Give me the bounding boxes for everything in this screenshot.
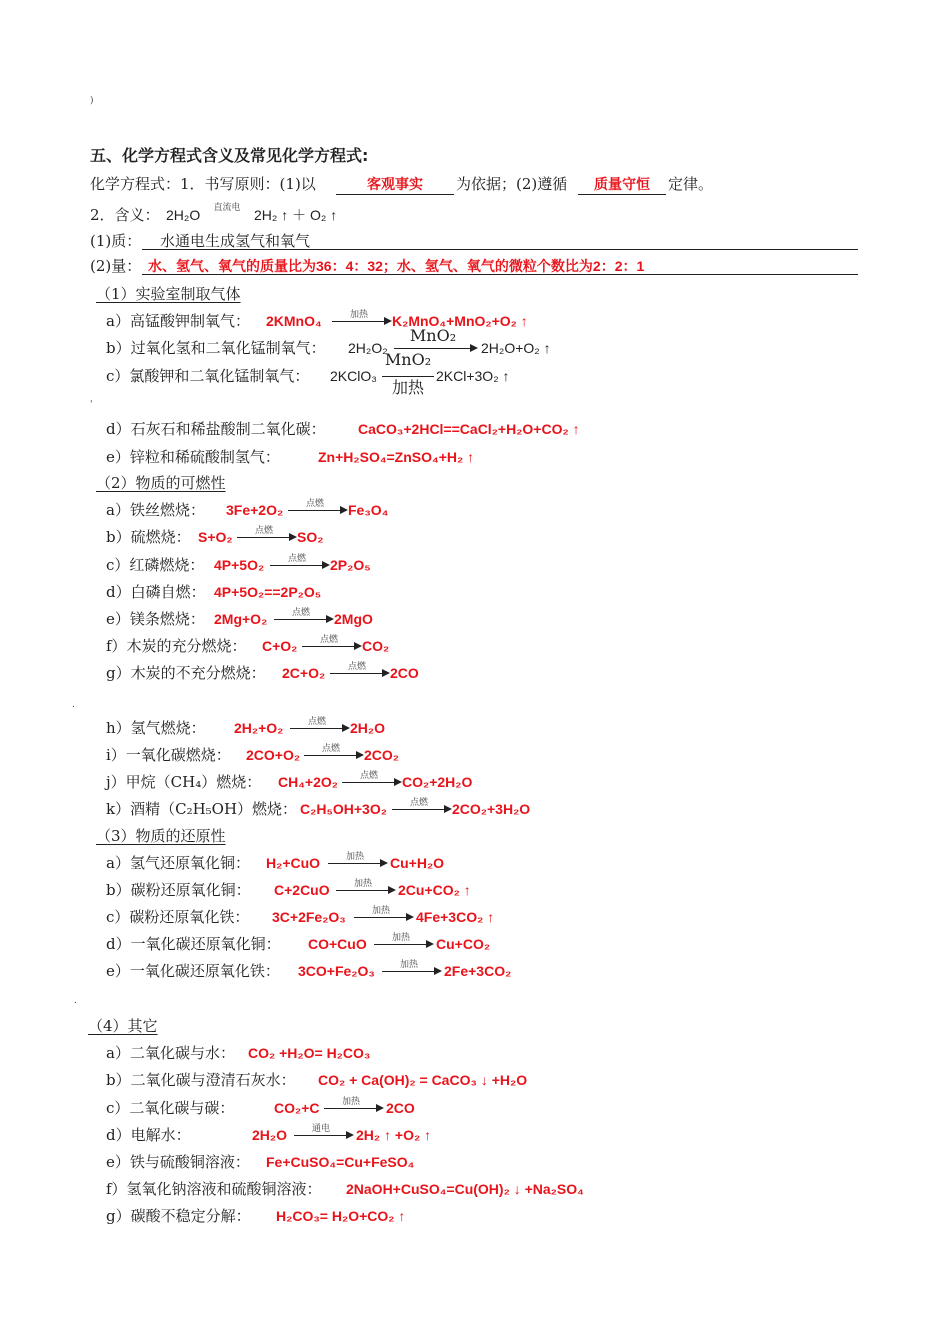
- reaction-arrow: [304, 745, 364, 763]
- arrow-condition: 点燃: [291, 608, 310, 618]
- reaction-arrow: [392, 799, 452, 817]
- meaning-products: 2H₂ ↑ ＋ O₂ ↑: [254, 207, 338, 223]
- principle-prefix: 化学方程式：1．书写原则：(1)以: [90, 175, 316, 193]
- reaction-arrow: [294, 1125, 354, 1143]
- row-lhs: 3Fe+2O₂: [226, 502, 284, 518]
- reaction-arrow: [290, 718, 350, 736]
- row-rhs: Cu+H₂O: [390, 855, 445, 871]
- section-title: 五、化学方程式含义及常见化学方程式:: [90, 146, 369, 165]
- row-equation: H₂CO₃= H₂O+CO₂ ↑: [276, 1208, 406, 1224]
- arrow-condition: 加热: [391, 933, 410, 943]
- row-rhs: 2H₂O: [350, 720, 386, 736]
- quantity-rule: [142, 274, 858, 275]
- row-label: g）木炭的不充分燃烧：: [106, 664, 266, 682]
- stray-mark: ): [90, 96, 94, 106]
- arrow-condition: 加热: [345, 852, 364, 862]
- row-rhs: 2KCl+3O₂ ↑: [436, 368, 510, 384]
- row-lhs: 2CO+O₂: [246, 747, 301, 763]
- row-lhs: C+2CuO: [274, 882, 330, 898]
- row-equation: CaCO₃+2HCl==CaCl₂+H₂O+CO₂ ↑: [358, 421, 580, 437]
- row-rhs: CO₂: [362, 638, 390, 654]
- arrow-condition: 点燃: [305, 499, 324, 509]
- row-rhs: 2CO: [390, 665, 419, 681]
- arrow-condition: 点燃: [347, 662, 366, 672]
- row-lhs: 2KMnO₄: [266, 313, 322, 329]
- reaction-arrow: [324, 1098, 384, 1116]
- row-lhs: 2KClO₃: [330, 368, 377, 384]
- arrow-condition: 加热: [349, 310, 368, 320]
- arrow-condition: MnO₂: [384, 350, 432, 369]
- reaction-arrow: [288, 500, 348, 518]
- row-label: c）二氧化碳与碳：: [106, 1099, 235, 1117]
- row-lhs: CH₄+2O₂: [278, 774, 338, 790]
- arrow-condition-2: 加热: [391, 378, 424, 397]
- quality-rule: [142, 249, 858, 250]
- reaction-arrow: [274, 609, 334, 627]
- row-label: a）高锰酸钾制氧气：: [106, 312, 250, 330]
- row-rhs: 2CO₂: [364, 747, 400, 763]
- row-label: a）氢气还原氧化铜：: [106, 854, 250, 872]
- stray-mark: .: [74, 996, 77, 1006]
- row-label: b）碳粉还原氧化铜：: [106, 881, 251, 899]
- row-label: e）铁与硫酸铜溶液：: [106, 1153, 250, 1171]
- reaction-arrow: [336, 880, 396, 898]
- arrow-condition: 点燃: [359, 771, 378, 781]
- row-label: g）碳酸不稳定分解：: [106, 1207, 251, 1225]
- row-rhs: 2CO₂+3H₂O: [452, 801, 531, 817]
- arrow-condition: 加热: [353, 879, 372, 889]
- row-label: d）电解水：: [106, 1126, 191, 1144]
- meaning-prefix: 2．含义：: [90, 206, 160, 224]
- principle-suffix: 定律。: [668, 175, 714, 193]
- row-equation: 2NaOH+CuSO₄=Cu(OH)₂ ↓ +Na₂SO₄: [346, 1181, 584, 1197]
- principle-mid: 为依据；(2)遵循: [456, 175, 568, 193]
- row-rhs: 2H₂O+O₂ ↑: [481, 340, 551, 356]
- row-rhs: 2CO: [386, 1100, 415, 1116]
- reaction-arrow: [302, 636, 362, 654]
- quantity-label: (2)量：: [90, 257, 142, 275]
- row-lhs: C₂H₅OH+3O₂: [300, 801, 387, 817]
- row-rhs: 4Fe+3CO₂ ↑: [416, 909, 495, 925]
- reaction-arrow: [330, 663, 390, 681]
- arrow-condition: 点燃: [319, 635, 338, 645]
- arrow-condition: 点燃: [287, 554, 306, 564]
- reaction-arrow: [237, 527, 297, 545]
- principle-blank-2: 质量守恒: [578, 174, 666, 195]
- row-rhs: 2H₂ ↑ +O₂ ↑: [356, 1127, 432, 1143]
- row-equation: 4P+5O₂==2P₂O₅: [214, 584, 322, 600]
- group-title-2: （2）物质的可燃性: [96, 474, 226, 492]
- arrow-condition: 点燃: [321, 744, 340, 754]
- row-equation: Fe+CuSO₄=Cu+FeSO₄: [266, 1154, 415, 1170]
- row-label: h）氢气燃烧：: [106, 719, 206, 737]
- meaning-reactant: 2H₂O: [166, 207, 201, 223]
- meaning-cond: 直流电: [213, 203, 241, 213]
- stray-mark: ': [90, 400, 93, 410]
- row-rhs: 2P₂O₅: [330, 557, 371, 573]
- row-label: a）铁丝燃烧：: [106, 501, 205, 519]
- arrow-condition: 点燃: [409, 798, 428, 808]
- reaction-arrow: [354, 907, 414, 925]
- row-label: i）一氧化碳燃烧：: [106, 746, 231, 764]
- quality-label: (1)质：: [90, 232, 142, 250]
- row-label: j）甲烷（CH₄）燃烧：: [106, 773, 262, 791]
- row-label: c）氯酸钾和二氧化锰制氧气：: [106, 367, 310, 385]
- row-label: c）碳粉还原氧化铁：: [106, 908, 250, 926]
- row-lhs: 2H₂+O₂: [234, 720, 284, 736]
- row-label: e）一氧化碳还原氧化铁：: [106, 962, 280, 980]
- row-label: k）酒精（C₂H₅OH）燃烧：: [106, 800, 298, 818]
- row-rhs: SO₂: [297, 529, 324, 545]
- row-lhs: 3CO+Fe₂O₃: [298, 963, 375, 979]
- arrow-condition: 通电: [311, 1124, 330, 1134]
- row-lhs: 2H₂O₂: [348, 340, 388, 356]
- row-label: d）白磷自燃：: [106, 583, 206, 601]
- arrow-condition: 加热: [371, 906, 390, 916]
- row-equation: CO₂ +H₂O= H₂CO₃: [248, 1045, 371, 1061]
- arrow-condition: MnO₂: [409, 326, 457, 345]
- row-rhs: 2MgO: [334, 611, 373, 627]
- row-label: f）木炭的充分燃烧：: [106, 637, 247, 655]
- row-label: d）石灰石和稀盐酸制二氧化碳：: [106, 420, 326, 438]
- row-lhs: H₂+CuO: [266, 855, 321, 871]
- row-rhs: CO₂+2H₂O: [402, 774, 473, 790]
- row-rhs: K₂MnO₄+MnO₂+O₂ ↑: [392, 313, 528, 329]
- row-label: c）红磷燃烧：: [106, 556, 205, 574]
- reaction-arrow: [382, 961, 442, 979]
- row-lhs: CO₂+C: [274, 1100, 320, 1116]
- row-rhs: 2Fe+3CO₂: [444, 963, 512, 979]
- reaction-arrow: [342, 772, 402, 790]
- row-equation: Zn+H₂SO₄=ZnSO₄+H₂ ↑: [318, 449, 475, 465]
- reaction-arrow: [328, 853, 388, 871]
- row-lhs: 2Mg+O₂: [214, 611, 268, 627]
- arrow-condition: 加热: [341, 1097, 360, 1107]
- row-equation: CO₂ + Ca(OH)₂ = CaCO₃ ↓ +H₂O: [318, 1072, 528, 1088]
- quality-value: 水通电生成氢气和氧气: [160, 232, 311, 250]
- row-label: b）硫燃烧：: [106, 528, 191, 546]
- arrow-condition: 点燃: [307, 717, 326, 727]
- group-title-4: （4）其它: [88, 1017, 158, 1035]
- row-lhs: 4P+5O₂: [214, 557, 265, 573]
- row-lhs: C+O₂: [262, 638, 298, 654]
- row-lhs: 3C+2Fe₂O₃: [272, 909, 346, 925]
- stray-mark: .: [72, 700, 75, 710]
- row-lhs: CO+CuO: [308, 936, 367, 952]
- row-label: d）一氧化碳还原氧化铜：: [106, 935, 281, 953]
- reaction-arrow: [332, 311, 392, 329]
- row-label: e）镁条燃烧：: [106, 610, 205, 628]
- row-rhs: Cu+CO₂: [436, 936, 491, 952]
- group-title-1: （1）实验室制取气体: [96, 285, 241, 303]
- meaning-arrow: [210, 204, 250, 222]
- row-rhs: Fe₃O₄: [348, 502, 389, 518]
- arrow-condition: 加热: [399, 960, 418, 970]
- row-lhs: 2H₂O: [252, 1127, 288, 1143]
- group-title-3: （3）物质的还原性: [96, 827, 226, 845]
- principle-blank-1: 客观事实: [336, 174, 454, 195]
- row-label: b）二氧化碳与澄清石灰水：: [106, 1071, 296, 1089]
- row-rhs: 2Cu+CO₂ ↑: [398, 882, 471, 898]
- reaction-arrow: [374, 934, 434, 952]
- row-lhs: 2C+O₂: [282, 665, 326, 681]
- row-label: a）二氧化碳与水：: [106, 1044, 235, 1062]
- quantity-value: 水、氢气、氧气的质量比为36：4：32；水、氢气、氧气的微粒个数比为2：2：1: [148, 258, 645, 274]
- row-label: e）锌粒和稀硫酸制氢气：: [106, 448, 280, 466]
- row-label: f）氢氧化钠溶液和硫酸铜溶液：: [106, 1180, 322, 1198]
- row-lhs: S+O₂: [198, 529, 233, 545]
- reaction-arrow: [382, 350, 434, 397]
- reaction-arrow: [270, 555, 330, 573]
- row-label: b）过氧化氢和二氧化锰制氧气：: [106, 339, 326, 357]
- arrow-condition: 点燃: [254, 526, 273, 536]
